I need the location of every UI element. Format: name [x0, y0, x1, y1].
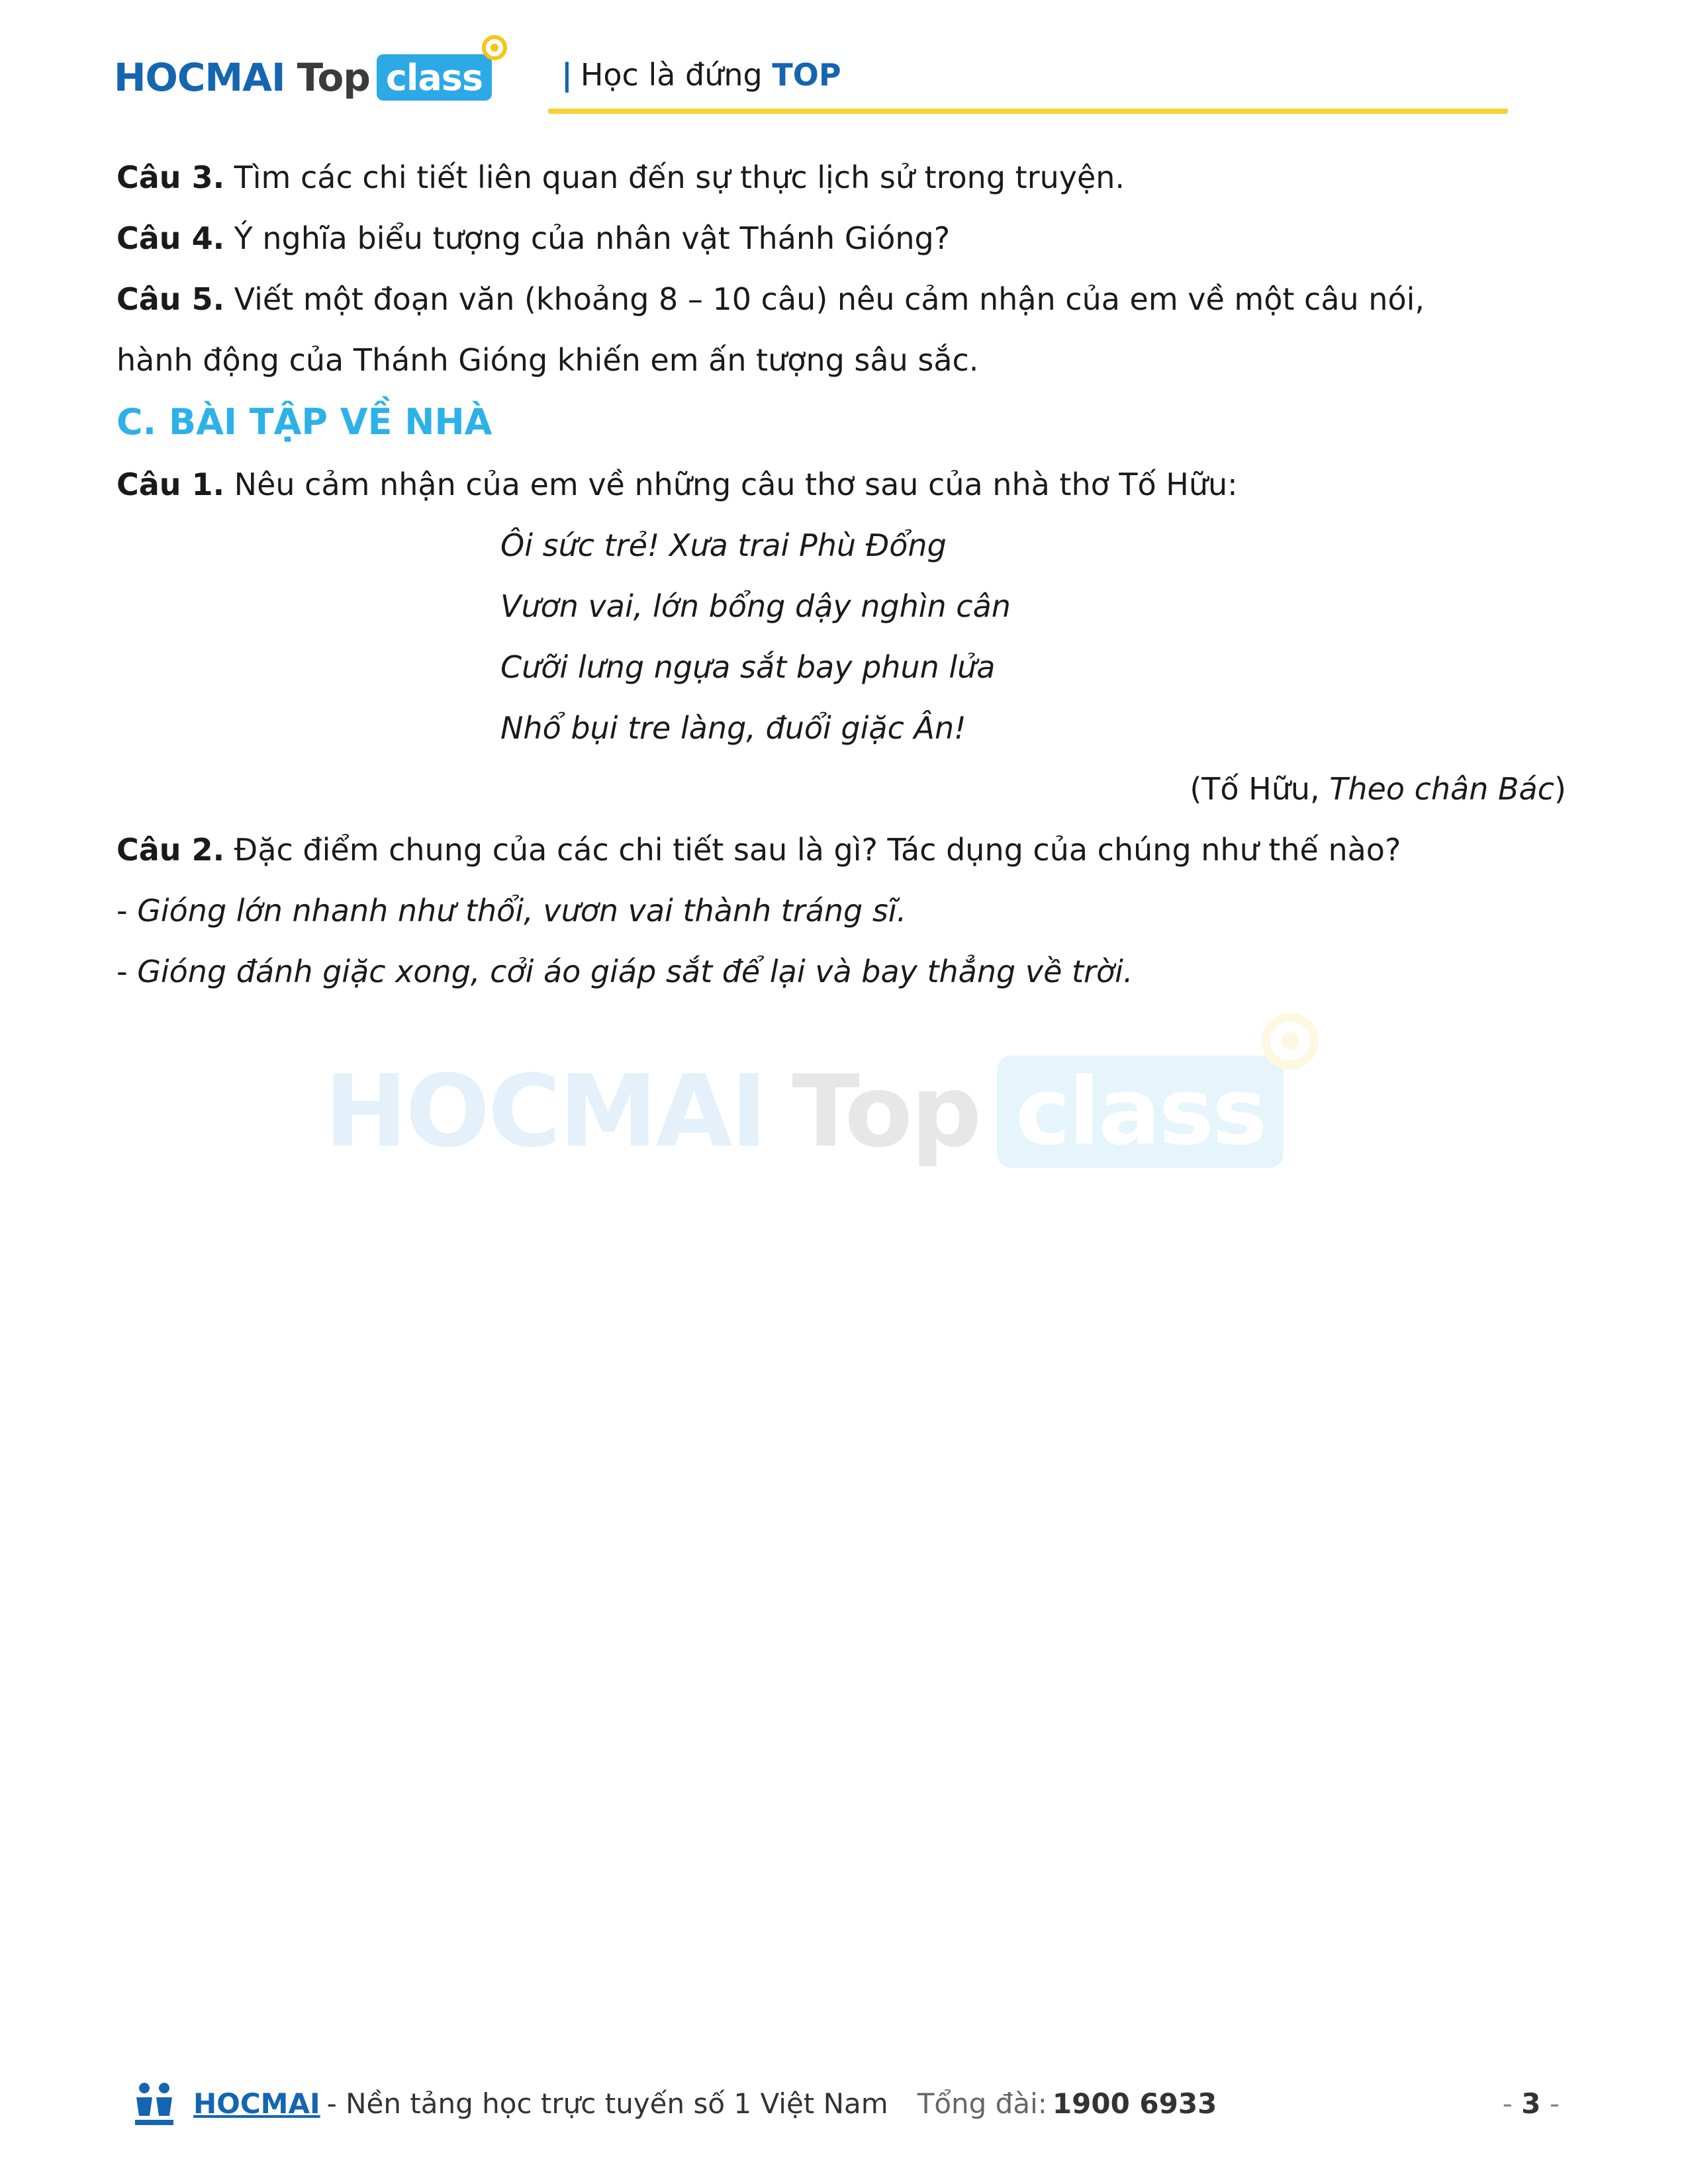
logo-class-text: class: [385, 56, 483, 99]
section-heading-homework: C. BÀI TẬP VỀ NHÀ: [117, 401, 492, 443]
question-label: Câu 2.: [117, 832, 225, 868]
slogan-emphasis: TOP: [772, 57, 841, 93]
question-4: [117, 208, 1573, 269]
poem-citation: [117, 758, 1566, 819]
detail-dash: -: [117, 954, 138, 989]
document-body: [117, 147, 1573, 1002]
logo-hocmai-text: HOCMAI: [114, 55, 285, 100]
slogan-divider: |: [561, 57, 573, 93]
question-text: Viết một đoạn văn (khoảng 8 – 10 câu) nêu cảm nhận của em về một câu nói,: [224, 281, 1425, 317]
page-prefix: -: [1502, 2087, 1522, 2120]
footer-tagline: - Nền tảng học trực tuyến số 1 Việt Nam: [326, 2087, 888, 2120]
header-divider: [548, 109, 1508, 114]
detail-item: [117, 880, 1573, 941]
poem-line: Vươn vai, lớn bổng dậy nghìn cân: [500, 588, 1011, 624]
question-text: Đặc điểm chung của các chi tiết sau là gì? Tác dụng của chúng như thế nào?: [224, 832, 1401, 868]
detail-dash: -: [117, 893, 138, 929]
slogan-text: Học là đứng: [580, 57, 763, 93]
gear-icon: [1257, 1008, 1323, 1074]
detail-text: Gióng đánh giặc xong, cởi áo giáp sắt để lại và bay thẳng về trời.: [137, 954, 1133, 989]
gear-icon: [480, 33, 509, 62]
watermark-top-text: Top: [792, 1054, 980, 1169]
footer-brand-link[interactable]: HOCMAI: [193, 2087, 320, 2120]
question-text: Tìm các chi tiết liên quan đến sự thực lịch sử trong truyện.: [224, 159, 1125, 195]
page-suffix: -: [1540, 2087, 1560, 2120]
citation-close: ): [1554, 771, 1566, 807]
question-label: Câu 5.: [117, 281, 225, 317]
watermark-class-text: class: [1015, 1058, 1266, 1166]
hocmai-people-icon: [130, 2079, 179, 2128]
poem-line: Cưỡi lưng ngựa sắt bay phun lửa: [500, 649, 996, 685]
question-text: Ý nghĩa biểu tượng của nhân vật Thánh Gióng?: [224, 220, 951, 256]
homework-question-1: [117, 454, 1573, 515]
citation-work: Theo chân Bác: [1329, 771, 1555, 807]
question-label: Câu 3.: [117, 159, 225, 195]
watermark-hocmai-text: HOCMAI: [324, 1054, 766, 1169]
citation-author: (Tố Hữu,: [1190, 771, 1330, 807]
question-label: Câu 4.: [117, 220, 225, 256]
question-5: [117, 269, 1573, 330]
logo-top-text: Top: [297, 55, 370, 100]
logo-class-badge: [377, 54, 492, 101]
poem-line: Nhổ bụi tre làng, đuổi giặc Ân!: [500, 710, 966, 746]
footer-hotline-label: Tổng đài:: [917, 2087, 1047, 2120]
question-3: [117, 147, 1573, 208]
poem-line: Ôi sức trẻ! Xưa trai Phù Đổng: [500, 527, 947, 563]
question-label: Câu 1.: [117, 467, 225, 502]
detail-text: Gióng lớn nhanh như thổi, vươn vai thành tráng sĩ.: [137, 893, 907, 929]
header-slogan: [561, 57, 841, 93]
watermark-logo: [324, 1032, 1284, 1191]
page-number: [1503, 2087, 1560, 2120]
hocmai-topclass-logo: [114, 41, 492, 114]
watermark-class-badge: [997, 1056, 1284, 1168]
question-text: Nêu cảm nhận của em về những câu thơ sau của nhà thơ Tố Hữu:: [224, 467, 1238, 502]
footer-hotline-number: 1900 6933: [1052, 2087, 1217, 2120]
page-footer: [130, 2077, 1560, 2130]
detail-item: [117, 941, 1573, 1002]
homework-question-2: [117, 819, 1573, 880]
question-5-continued: hành động của Thánh Gióng khiến em ấn tượng sâu sắc.: [117, 342, 979, 378]
page-number-value: 3: [1521, 2087, 1541, 2120]
